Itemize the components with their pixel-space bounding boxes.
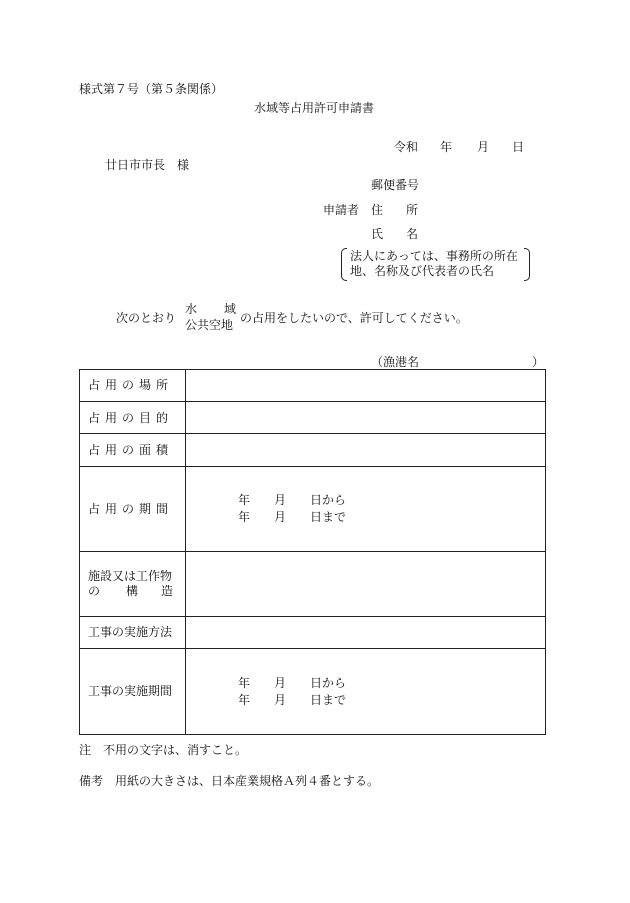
row-label-area: 占用の面積 — [80, 434, 186, 466]
area-value-cell[interactable] — [186, 434, 546, 466]
corporate-note-line2: 地、名称及び代表者の氏名 — [350, 264, 495, 278]
row-label-structure — [80, 552, 186, 617]
option-water-2: 域 — [224, 302, 237, 316]
era-label: 令和 — [394, 140, 419, 154]
applicant-label: 申請者 — [323, 203, 360, 217]
construction-period-from: 年 月 日から — [238, 675, 347, 690]
name-label-1: 氏 — [371, 227, 384, 241]
port-name-label: （漁港名 — [371, 355, 420, 369]
purpose-value-cell[interactable] — [186, 402, 546, 434]
corporate-note-text — [350, 249, 518, 279]
row-label-purpose: 占用の目的 — [80, 402, 186, 434]
row-label-location: 占用の場所 — [80, 370, 186, 402]
construction-period-to: 年 月 日まで — [238, 692, 347, 707]
structure-label-zou: 造 — [161, 584, 174, 599]
location-value-cell[interactable] — [186, 370, 546, 402]
day-label: 日 — [512, 140, 525, 154]
page-title: 水域等占用許可申請書 — [254, 101, 375, 115]
remarks: 備考 用紙の大きさは、日本産業規格Ａ列４番とする。 — [79, 774, 380, 788]
postal-code-label: 郵便番号 — [371, 178, 420, 192]
corporate-note-line1: 法人にあっては、事務所の所在 — [350, 249, 518, 263]
option-water-1: 水 — [185, 302, 198, 316]
port-name-close: ） — [532, 355, 545, 369]
request-suffix: の占用をしたいので、許可してください。 — [240, 311, 468, 325]
structure-label-line2 — [88, 584, 185, 599]
row-label-construction-period: 工事の実施期間 — [80, 649, 186, 735]
table-row — [80, 649, 546, 735]
structure-label-no: の — [88, 584, 101, 599]
form-number: 様式第７号（第５条関係） — [79, 82, 224, 96]
structure-label-kou: 構 — [126, 584, 139, 599]
construction-period-value-cell[interactable] — [186, 649, 546, 735]
left-bracket — [341, 248, 347, 281]
option-public-space: 公共空地 — [185, 318, 234, 332]
address-label-1: 住 — [371, 203, 384, 217]
row-label-period: 占用の期間 — [80, 466, 186, 552]
address-label-2: 所 — [406, 203, 419, 217]
row-label-method: 工事の実施方法 — [80, 617, 186, 649]
table-row — [80, 434, 546, 466]
method-value-cell[interactable] — [186, 617, 546, 649]
application-table — [79, 369, 546, 735]
note: 注 不用の文字は、消すこと。 — [79, 743, 248, 757]
period-to: 年 月 日まで — [238, 509, 347, 524]
structure-value-cell[interactable] — [186, 552, 546, 617]
addressee: 廿日市市長 様 — [105, 158, 190, 172]
table-row — [80, 402, 546, 434]
table-row — [80, 617, 546, 649]
structure-label-line1: 施設又は工作物 — [88, 569, 173, 584]
period-from: 年 月 日から — [238, 492, 347, 507]
right-bracket — [524, 248, 530, 281]
table-row — [80, 466, 546, 552]
table-row — [80, 552, 546, 617]
month-label: 月 — [477, 140, 490, 154]
period-value-cell[interactable] — [186, 466, 546, 552]
corporate-note — [341, 248, 530, 280]
request-prefix: 次のとおり — [116, 311, 177, 325]
name-label-2: 名 — [406, 227, 419, 241]
table-row — [80, 370, 546, 402]
year-label: 年 — [440, 140, 453, 154]
